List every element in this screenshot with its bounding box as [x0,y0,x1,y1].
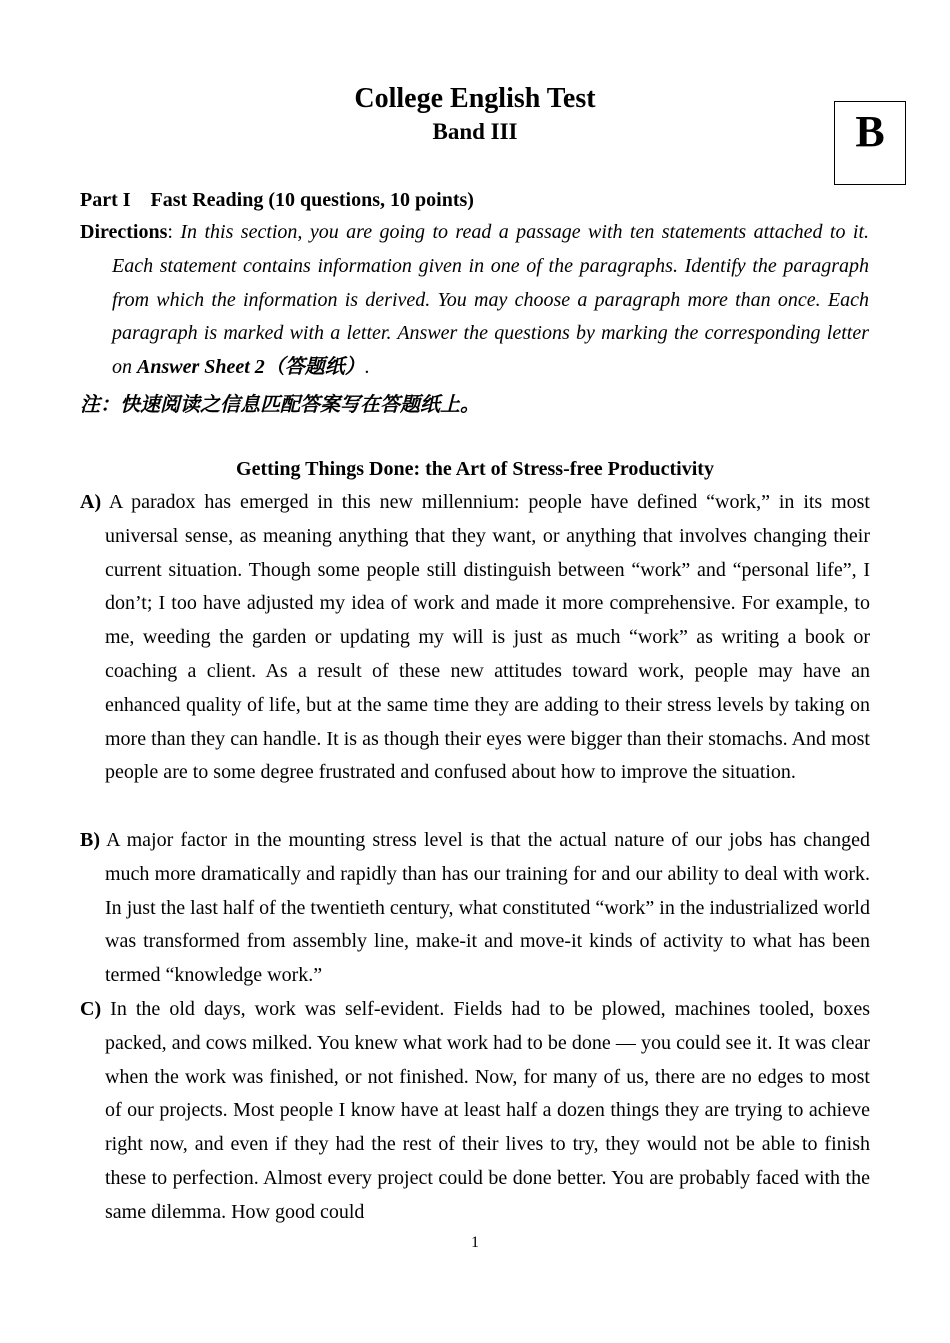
paragraph-a [80,486,870,790]
paragraph-text: A major factor in the mounting stress level is that the actual nature of our jobs has changed much more dramatically and rapidly than has our training for and our ability to deal with work. In just the last half of the twentieth century, what constituted “work” in the industrialized world was transformed from assembly line, make-it and move-it kinds of activity to what has been termed “knowledge work.” [105,829,870,987]
document-subtitle: Band III [432,119,518,144]
directions-colon: : [167,221,181,243]
document-title: College English Test [354,83,596,114]
directions-label: Directions [80,221,168,243]
paragraph-label: C) [80,998,102,1020]
passage-title: Getting Things Done: the Art of Stress-free Productivity [236,458,714,480]
part-heading: Part I Fast Reading (10 questions, 10 points) [80,189,474,211]
directions-end: . [364,356,370,379]
paragraph-c [80,993,870,1230]
paragraph-b [80,824,870,993]
directions [80,216,869,385]
page-number: 1 [471,1234,479,1251]
paragraph-text: A paradox has emerged in this new millennium: people have defined “work,” in its most universal sense, as meaning anything that they want, or anything that involves changing their current situation. Though some people still distinguish between “work” and “personal life”, I don’t; I too have adjusted my idea of work and made it more comprehensive. For example, to me, weeding the garden or updating my will is just as much “work” as writing a book or coaching a client. As a result of these new attitudes toward work, people may have an enhanced quality of life, but at the same time they are adding to their stress levels by taking on more than they can handle. It is as though their eyes were bigger than their stomachs. And most people are to some degree frustrated and confused about how to improve the situation. [105,491,870,784]
chinese-note: 注：快速阅读之信息匹配答案写在答题纸上。 [80,392,480,416]
paragraph-text: In the old days, work was self-evident. Fields had to be plowed, machines tooled, boxes packed, and cows milked. You knew what work had to be done — you could see it. It was clear when the work was finished, or not finished. Now, for many of us, there are no edges to most of our projects. Most people I know have at least half a dozen things they are trying to achieve right now, and even if they had the rest of their lives to try, they would not be able to finish these to perfection. Almost every project could be done better. You are probably faced with the same dilemma. How good could [105,998,870,1223]
paragraph-label: A) [80,491,102,513]
version-box: B [834,101,906,185]
paragraph-label: B) [80,829,100,851]
answer-sheet-reference: Answer Sheet 2（答题纸） [137,356,365,379]
directions-text: In this section, you are going to read a passage with ten statements attached to it. Each statement contains information given in one of the paragraphs. Identify the paragraph from which the information is derived. You may choose a paragraph more than once. Each paragraph is marked with a letter. Answer the questions by marking the corresponding letter on [112,221,869,379]
